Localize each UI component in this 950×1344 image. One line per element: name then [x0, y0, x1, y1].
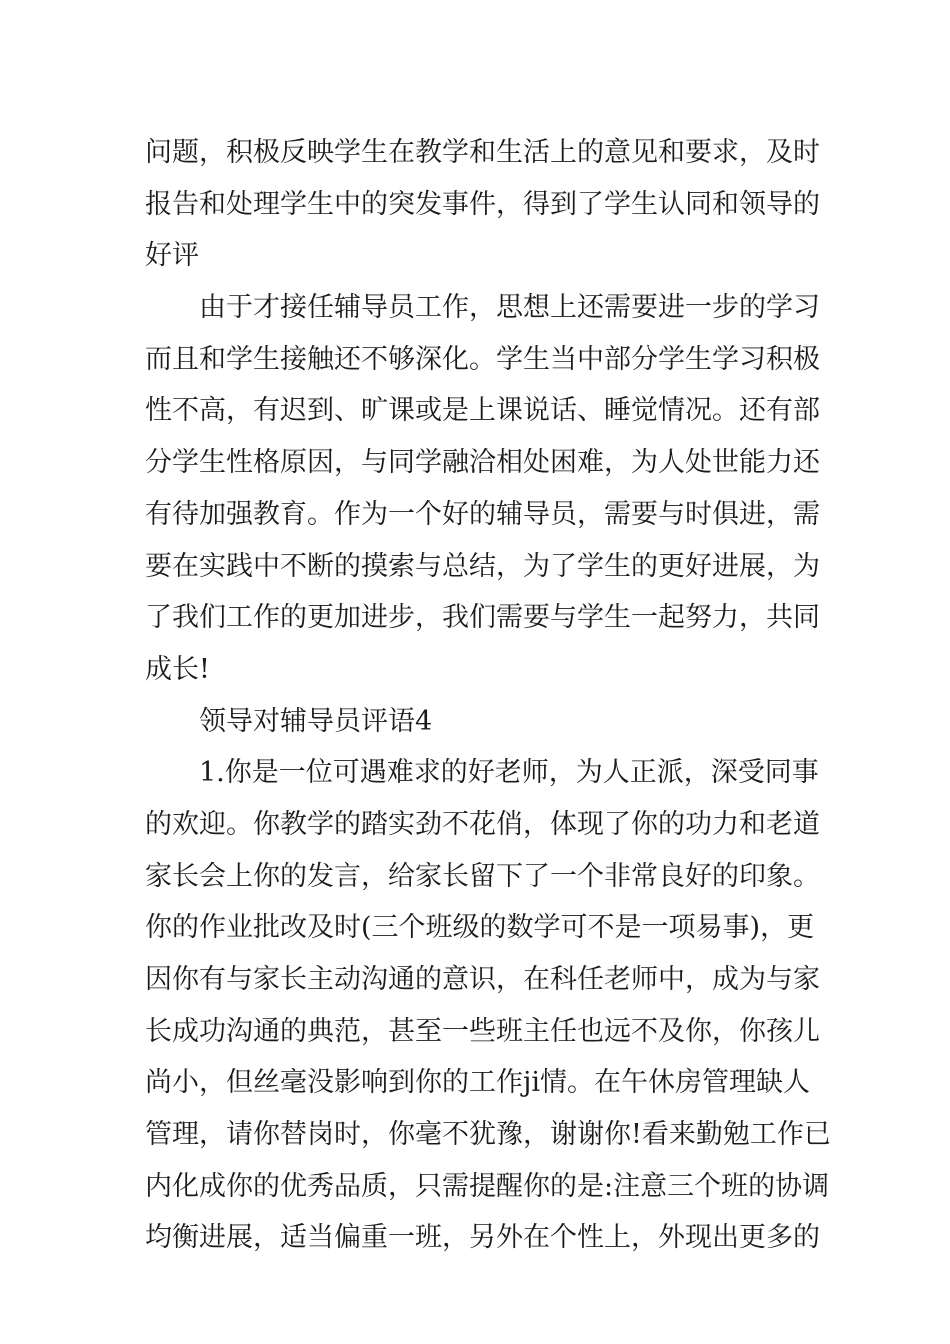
text-line: 尚小，但丝毫没影响到你的工作ji情。在午休房管理缺人: [145, 1067, 811, 1099]
paragraph-start-line: 由于才接任辅导员工作，思想上还需要进一步的学习: [145, 292, 820, 324]
text-line: 有待加强教育。作为一个好的辅导员，需要与时俱进，需: [145, 498, 820, 530]
document-body: [145, 127, 831, 1264]
text-line: 均衡进展，适当偏重一班，另外在个性上，外现出更多的: [145, 1222, 820, 1254]
text-line: 而且和学生接触还不够深化。学生当中部分学生学习积极: [145, 343, 820, 375]
text-line: 你的作业批改及时(三个班级的数学可不是一项易事)，更: [145, 912, 815, 944]
text-line: 性不高，有迟到、旷课或是上课说话、睡觉情况。还有部: [145, 395, 820, 427]
text-line: 分学生性格原因，与同学融洽相处困难，为人处世能力还: [145, 447, 820, 479]
text-line: 管理，请你替岗时，你毫不犹豫，谢谢你!看来勤勉工作已: [145, 1119, 831, 1151]
text-line: 了我们工作的更加进步，我们需要与学生一起努力，共同: [145, 602, 820, 634]
text-line: 成长!: [145, 653, 210, 685]
paragraph-start-line: 1.你是一位可遇难求的好老师，为人正派，深受同事: [145, 757, 819, 789]
section-heading: 领导对辅导员评语4: [145, 705, 433, 737]
text-line: 长成功沟通的典范，甚至一些班主任也远不及你，你孩儿: [145, 1015, 820, 1047]
text-line: 家长会上你的发言，给家长留下了一个非常良好的印象。: [145, 860, 820, 892]
text-line: 的欢迎。你教学的踏实劲不花俏，体现了你的功力和老道: [145, 808, 820, 840]
text-line: 要在实践中不断的摸索与总结，为了学生的更好进展，为: [145, 550, 820, 582]
text-line: 报告和处理学生中的突发事件，得到了学生认同和领导的: [145, 188, 820, 220]
text-line: 因你有与家长主动沟通的意识，在科任老师中，成为与家: [145, 964, 820, 995]
text-line: 好评: [145, 240, 199, 272]
text-line: 内化成你的优秀品质，只需提醒你的是:注意三个班的协调: [145, 1170, 830, 1202]
text-line: 问题，积极反映学生在教学和生活上的意见和要求，及时: [145, 137, 820, 168]
